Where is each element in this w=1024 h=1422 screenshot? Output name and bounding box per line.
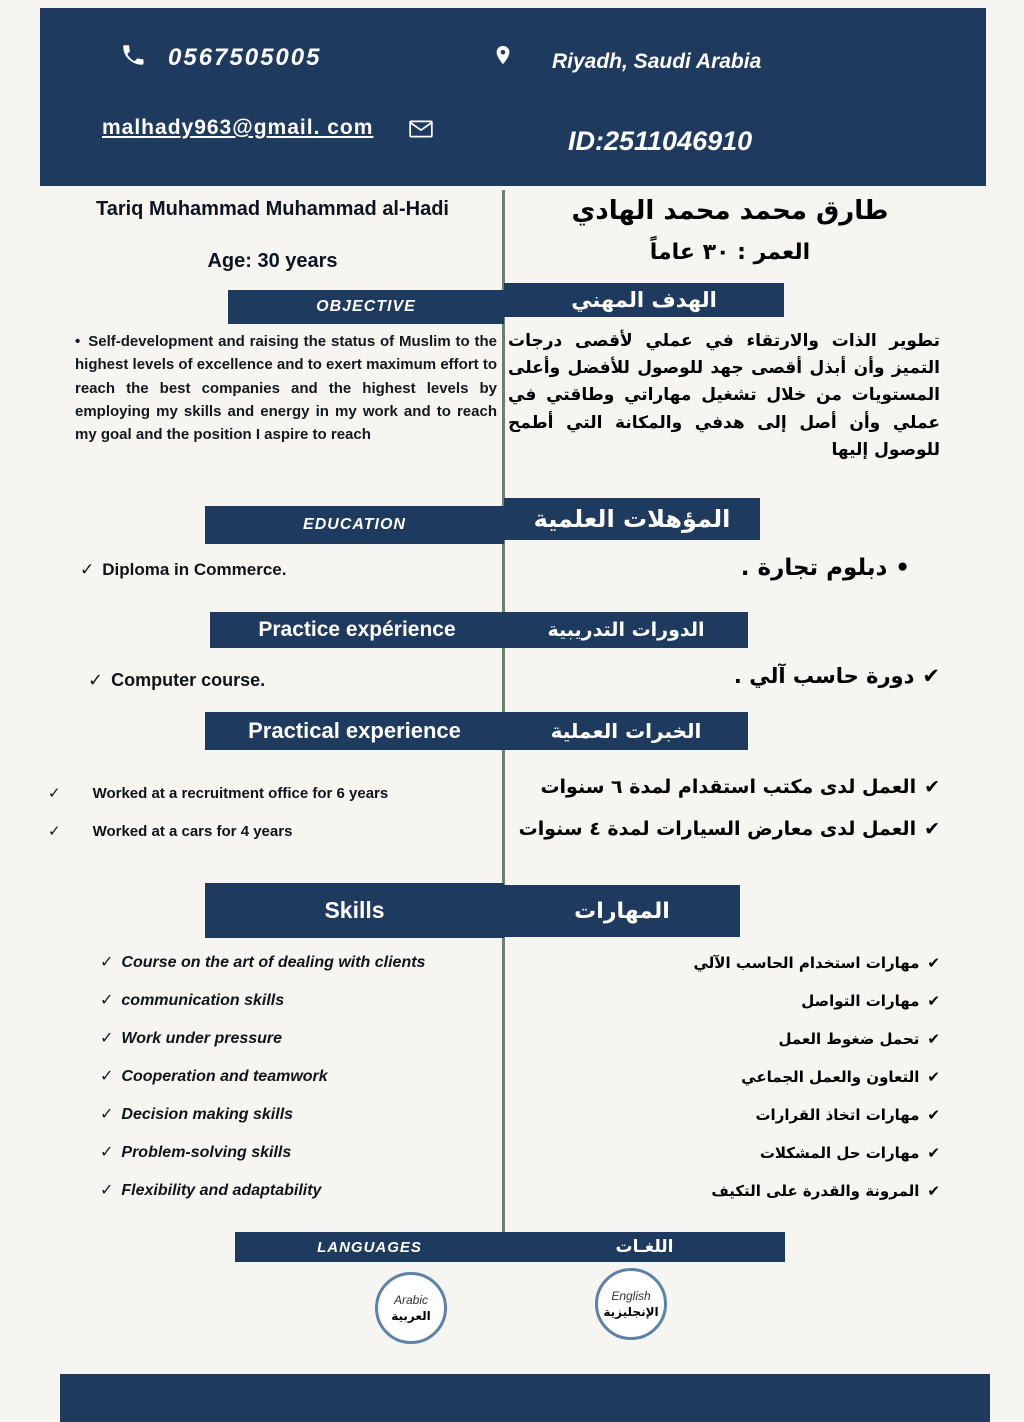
check-icon: ✓: [88, 670, 104, 690]
skill-item-en: ✓ Work under pressure: [100, 1030, 283, 1047]
objective-bullet: •: [75, 333, 81, 350]
skill-item-en: ✓ Problem-solving skills: [100, 1144, 292, 1161]
check-icon: ✔: [927, 1106, 940, 1124]
check-icon: ✔: [927, 1144, 940, 1162]
skills-banner-en: [205, 883, 504, 938]
language-label-ar: الإنجليزية: [603, 1305, 659, 1319]
header-band: [40, 8, 986, 186]
check-icon: ✓: [100, 1106, 114, 1123]
check-icon: ✔: [927, 1068, 940, 1086]
location-text: Riyadh, Saudi Arabia: [552, 50, 762, 73]
practical-banner-ar: [504, 712, 748, 750]
phone-number: 0567505005: [168, 44, 322, 71]
age-arabic: العمر : ٣٠ عاماً: [649, 240, 811, 265]
check-icon: ✓: [80, 560, 95, 579]
skills-title-en: Skills: [324, 897, 385, 923]
skill-item-ar: ✔مهارات حل المشكلات: [759, 1144, 940, 1162]
practice-title-en: Practice expérience: [258, 618, 456, 641]
languages-banner-en: [235, 1232, 504, 1262]
skill-item-en: ✓ Course on the art of dealing with clients: [100, 954, 426, 971]
skill-item-en: ✓ Flexibility and adaptability: [100, 1182, 322, 1199]
practice-title-ar: الدورات التدريبية: [547, 619, 705, 641]
location-pin-icon: [492, 42, 514, 68]
practice-banner-en: [210, 612, 504, 648]
language-circle-arabic: [375, 1272, 447, 1344]
check-icon: ✓: [100, 992, 114, 1009]
skill-item-en: ✓ Cooperation and teamwork: [100, 1068, 328, 1085]
name-arabic: طارق محمد محمد الهادي: [571, 196, 889, 226]
experience-item-ar: ✔العمل لدى معارض السيارات لمدة ٤ سنوات: [518, 818, 940, 840]
check-icon: ✔: [927, 1182, 940, 1200]
languages-title-en: LANGUAGES: [317, 1238, 422, 1256]
objective-text-ar: تطوير الذات والارتقاء في عملي لأقصى درجات التميز وأن أبذل أقصى جهد للوصول للأفضل وأعلى المستويات من خلال تشغيل مهاراتي وطاقتي في عملي وأن أصل إلى هدفي والمكانة التي أطمح للوصول إليها: [508, 331, 940, 460]
practical-title-en: Practical experience: [248, 718, 461, 743]
check-icon: ✓: [48, 785, 61, 802]
education-item-ar: •دبلوم تجارة .: [740, 555, 910, 581]
check-icon: ✓: [100, 1068, 114, 1085]
check-icon: ✔: [924, 818, 940, 840]
skills-title-ar: المهارات: [574, 898, 670, 924]
language-label-en: English: [611, 1289, 651, 1303]
education-banner-ar: [504, 498, 760, 540]
skills-banner-ar: [504, 885, 740, 937]
experience-item-en: ✓ Worked at a recruitment office for 6 years: [48, 785, 389, 802]
skill-item-en: ✓ communication skills: [100, 992, 285, 1009]
skill-item-ar: ✔المرونة والقدرة على التكيف: [711, 1182, 940, 1200]
check-icon: ✓: [48, 823, 61, 840]
check-icon: ✔: [927, 954, 940, 972]
objective-title-ar: الهدف المهني: [571, 288, 717, 312]
email-text: malhady963@gmail. com: [102, 116, 374, 139]
practical-title-ar: الخبرات العملية: [550, 719, 702, 743]
bullet-icon: •: [895, 555, 910, 581]
footer-band: [60, 1374, 990, 1422]
education-banner-en: [205, 506, 504, 544]
objective-banner-ar: [504, 283, 784, 317]
id-number: ID:2511046910: [568, 126, 753, 156]
vertical-divider: [502, 190, 505, 1232]
language-label-en: Arabic: [393, 1293, 428, 1307]
objective-title-en: OBJECTIVE: [316, 298, 416, 315]
skill-item-ar: ✔مهارات اتخاذ القرارات: [755, 1106, 940, 1124]
education-title-en: EDUCATION: [303, 516, 406, 533]
age-english: Age: 30 years: [207, 250, 338, 272]
practice-banner-ar: [504, 612, 748, 648]
objective-text-en: • Self-development and raising the status of Muslim to the highest levels of excellence and to exert maximum effort to reach the best companies and the highest levels by employing my skills and energy in my work and to reach my goal and the position I aspire to reach: [75, 330, 497, 446]
education-item-en: ✓ Diploma in Commerce.: [80, 560, 287, 579]
skill-item-ar: ✔التعاون والعمل الجماعي: [741, 1068, 940, 1086]
practice-item-en: ✓ Computer course.: [88, 670, 266, 690]
practical-banner-en: [205, 712, 504, 750]
objective-banner-en: [228, 290, 504, 324]
check-icon: ✓: [100, 1144, 114, 1161]
skill-item-ar: ✔تحمل ضغوط العمل: [778, 1030, 940, 1048]
skill-item-en: ✓ Decision making skills: [100, 1106, 294, 1123]
practice-item-ar: ✔دورة حاسب آلي .: [733, 664, 940, 688]
skill-item-ar: ✔مهارات استخدام الحاسب الآلي: [693, 954, 940, 972]
name-english: Tariq Muhammad Muhammad al-Hadi: [95, 198, 449, 220]
envelope-icon: [408, 118, 434, 140]
check-icon: ✔: [927, 1030, 940, 1048]
check-icon: ✔: [922, 664, 940, 688]
check-icon: ✓: [100, 954, 114, 971]
experience-item-ar: ✔العمل لدى مكتب استقدام لمدة ٦ سنوات: [540, 776, 940, 798]
education-title-ar: المؤهلات العلمية: [533, 505, 731, 533]
languages-banner-ar: [504, 1232, 785, 1262]
phone-icon: [120, 42, 146, 68]
experience-item-en: ✓ Worked at a cars for 4 years: [48, 823, 293, 840]
check-icon: ✓: [100, 1182, 114, 1199]
check-icon: ✓: [100, 1030, 114, 1047]
language-label-ar: العربية: [391, 1309, 431, 1323]
language-circle-english: [595, 1268, 667, 1340]
check-icon: ✔: [927, 992, 940, 1010]
languages-title-ar: اللغـات: [615, 1237, 674, 1257]
check-icon: ✔: [924, 776, 940, 798]
skill-item-ar: ✔مهارات التواصل: [801, 992, 940, 1010]
